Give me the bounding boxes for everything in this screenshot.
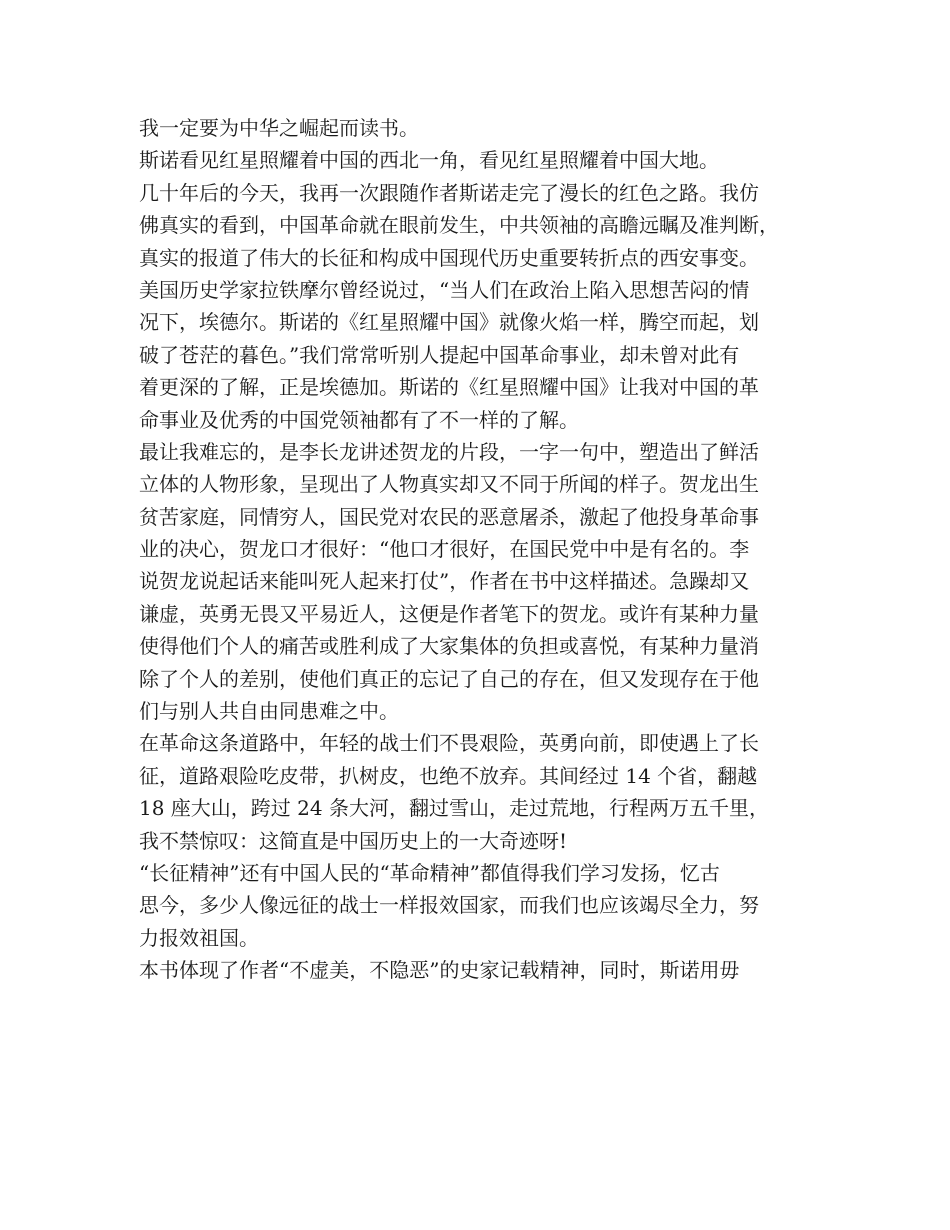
text-line: 破了苍茫的暮色。”我们常常听别人提起中国革命事业，却未曾对此有 (139, 342, 740, 367)
text-line: 业的决心，贺龙口才很好：“他口才很好，在国民党中中是有名的。李 (139, 537, 750, 562)
text-line: 使得他们个人的痛苦或胜利成了大家集体的负担或喜悦，有某种力量消 (139, 634, 759, 659)
text-line: 谦虚，英勇无畏又平易近人，这便是作者笔下的贺龙。或许有某种力量 (139, 601, 759, 626)
text-line: 命事业及优秀的中国党领袖都有了不一样的了解。 (139, 407, 579, 432)
text-line: 力报效祖国。 (139, 925, 259, 950)
text-line: 贫苦家庭，同情穷人，国民党对农民的恶意屠杀，激起了他投身革命事 (139, 504, 759, 529)
text-line: 我一定要为中华之崛起而读书。 (139, 116, 419, 140)
text-line: 立体的人物形象，呈现出了人物真实却又不同于所闻的样子。贺龙出生 (139, 472, 759, 497)
text-line: 们与别人共自由同患难之中。 (139, 699, 399, 724)
document-page (139, 112, 819, 987)
text-line: 真实的报道了伟大的长征和构成中国现代历史重要转折点的西安事变。 (139, 245, 759, 270)
text-line: 我不禁惊叹：这简直是中国历史上的一大奇迹呀! (139, 828, 568, 853)
text-line: 在革命这条道路中，年轻的战士们不畏艰险，英勇向前，即使遇上了长 (139, 731, 759, 756)
text-line: 最让我难忘的，是李长龙讲述贺龙的片段，一字一句中，塑造出了鲜活 (139, 439, 759, 464)
text-line: 几十年后的今天，我再一次跟随作者斯诺走完了漫长的红色之路。我仿 (139, 180, 759, 205)
text-line: 思今，多少人像远征的战士一样报效国家，而我们也应该竭尽全力，努 (139, 893, 759, 918)
text-line: 斯诺看见红星照耀着中国的西北一角，看见红星照耀着中国大地。 (139, 148, 719, 173)
text-line: 着更深的了解，正是埃德加。斯诺的《红星照耀中国》让我对中国的革 (139, 375, 759, 400)
text-line: 18 座大山，跨过 24 条大河，翻过雪山，走过荒地，行程两万五千里， (139, 796, 769, 821)
text-line: 美国历史学家拉铁摩尔曾经说过，“当人们在政治上陷入思想苦闷的情 (139, 277, 750, 302)
text-line: 征，道路艰险吃皮带，扒树皮，也绝不放弃。其间经过 14 个省，翻越 (139, 763, 758, 788)
text-line: “长征精神”还有中国人民的“革命精神”都值得我们学习发扬，忆古 (139, 860, 720, 885)
text-line: 佛真实的看到，中国革命就在眼前发生，中共领袖的高瞻远瞩及准判断， (139, 213, 779, 238)
text-line: 说贺龙说起话来能叫死人起来打仗”，作者在书中这样描述。急躁却又 (139, 569, 750, 594)
text-line: 除了个人的差别，使他们真正的忘记了自己的存在，但又发现存在于他 (139, 666, 759, 691)
text-line: 况下，埃德尔。斯诺的《红星照耀中国》就像火焰一样，腾空而起，划 (139, 310, 759, 335)
text-line: 本书体现了作者“不虚美，不隐恶”的史家记载精神，同时，斯诺用毋 (139, 958, 740, 983)
